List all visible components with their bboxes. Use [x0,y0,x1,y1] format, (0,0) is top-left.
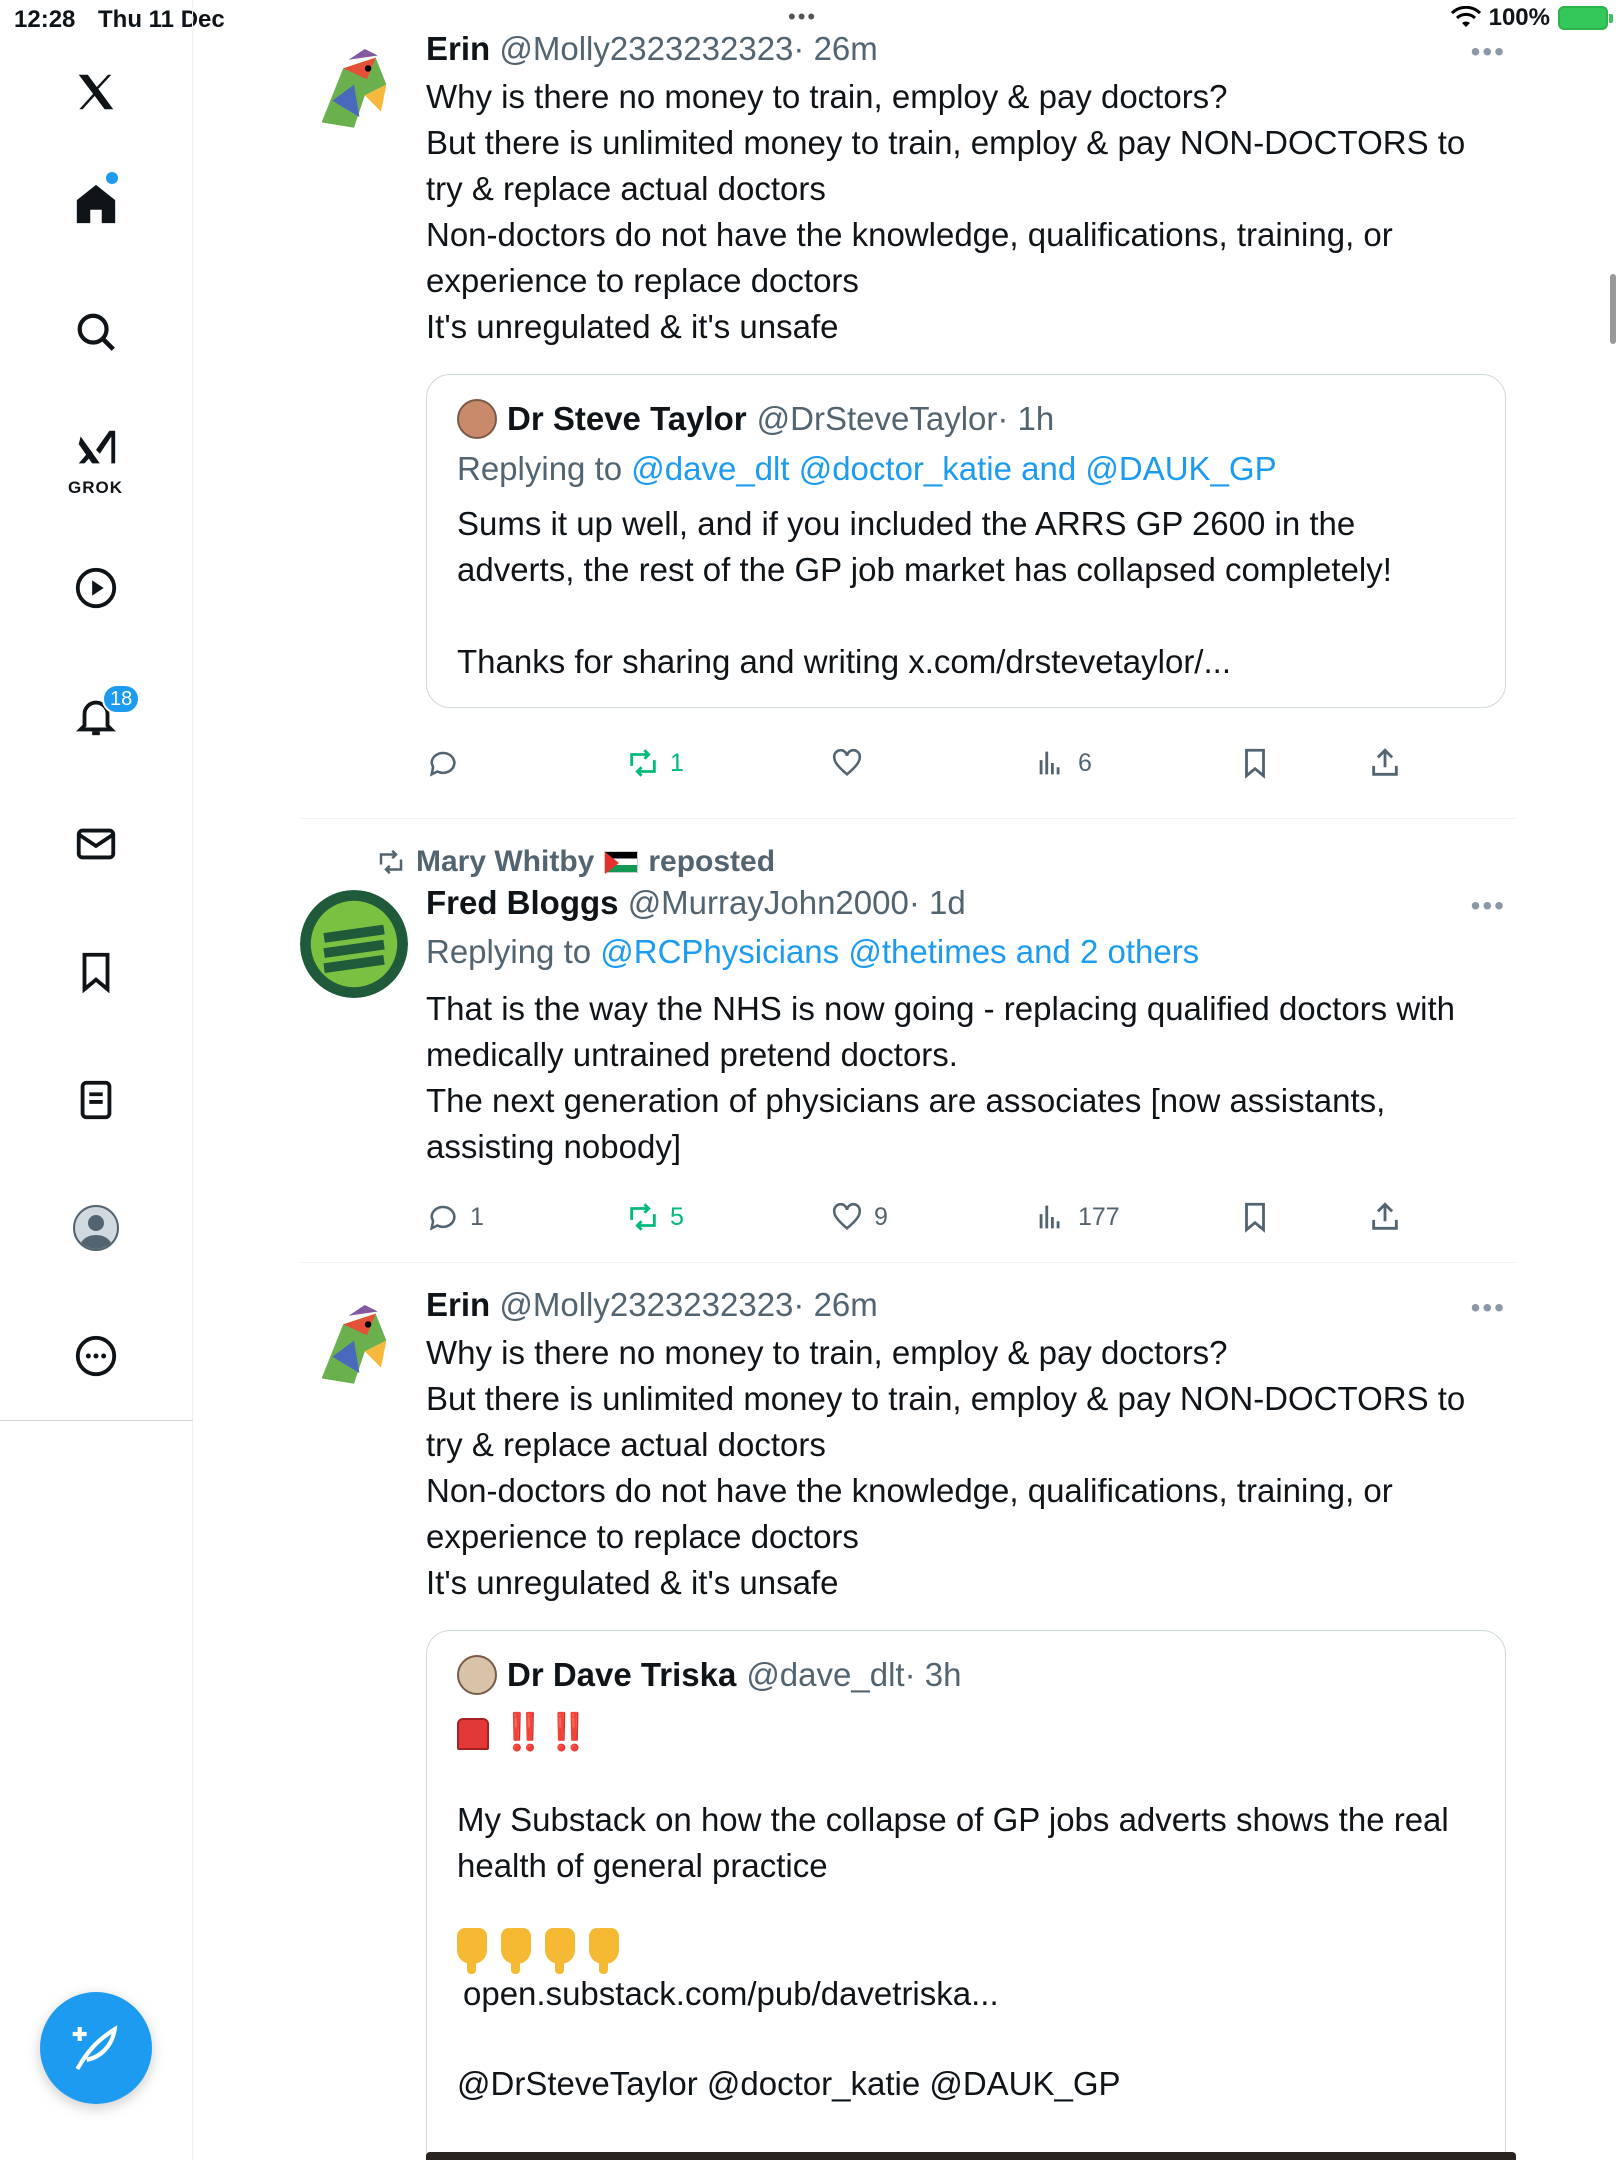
messages-icon[interactable] [66,814,126,874]
sidebar-divider [0,1420,193,1421]
post-actions [426,1200,1426,1250]
quoted-author-avatar [457,1655,497,1695]
video-icon[interactable] [66,558,126,618]
notifications-badge: 18 [102,684,140,714]
sidebar [0,0,193,2160]
status-date: Thu 11 Dec [98,6,225,33]
quoted-post-text: My Substack on how the collapse of GP jobs adverts shows the real health of general practice [457,1801,1449,1884]
repost-icon [626,1200,660,1234]
reply-to [426,930,1506,974]
reposted-by-name: Mary Whitby [416,845,595,878]
quoted-mentions[interactable]: @DrSteveTaylor @doctor_katie @DAUK_GP [457,2065,1121,2102]
x-logo-icon[interactable] [66,62,126,122]
quoted-media-preview[interactable] [426,2152,1516,2160]
more-options-icon[interactable] [66,1326,126,1386]
views-button[interactable] [1034,1200,1120,1234]
quoted-post-header [457,1653,1475,1697]
quoted-post-time: · 1h [997,400,1055,437]
quoted-author-name: Dr Steve Taylor [507,400,747,437]
reply-users[interactable]: @dave_dlt @doctor_katie and @DAUK_GP [631,450,1277,487]
repost-small-icon [376,847,406,877]
quoted-post[interactable] [426,1630,1506,2160]
pointing-down-icon [589,1928,619,1964]
post-actions [426,746,1426,796]
views-count: 177 [1078,1202,1120,1231]
bookmark-button[interactable] [1238,1200,1272,1234]
post-time[interactable]: · 26m [793,30,878,67]
share-icon [1368,1200,1402,1234]
author-name[interactable]: Erin [426,1286,491,1323]
post-more-icon[interactable]: ••• [1470,36,1506,67]
post-header [426,1284,1506,1326]
bookmarks-icon[interactable] [66,942,126,1002]
articles-icon[interactable] [66,1070,126,1130]
post-header [426,28,1506,70]
double-exclamation: ‼️‼️ [501,1711,591,1752]
heart-icon [830,1200,864,1234]
quoted-reply-to [457,447,1475,491]
views-count: 6 [1078,748,1092,777]
author-name[interactable]: Fred Bloggs [426,884,619,921]
views-icon [1034,746,1068,780]
compose-post-button[interactable] [40,1992,152,2104]
reply-count: 1 [470,1202,484,1231]
pointing-down-icon [501,1928,531,1964]
pointing-down-icon [457,1928,487,1964]
reply-icon [426,1200,460,1234]
share-button[interactable] [1368,746,1402,780]
grok-label: GROK [68,478,123,497]
post-text: Why is there no money to train, employ & pay doctors? But there is unlimited money to train, employ & pay NON-DOCTORS to try & replace actual doctors Non-doctors do not have the knowledge, qualifications, training, or experience to replace doctors It's unregulated & it's unsafe [426,78,1466,345]
quoted-author-name: Dr Dave Triska [507,1656,737,1693]
author-handle[interactable]: @Molly2323232323 [499,30,794,67]
author-handle[interactable]: @MurrayJohn2000 [627,884,909,921]
share-icon [1368,746,1402,780]
quoted-post[interactable] [426,374,1506,708]
repost-icon [626,746,660,780]
compose-feather-icon [68,2020,124,2076]
share-button[interactable] [1368,1200,1402,1234]
reply-users[interactable]: @RCPhysicians @thetimes and 2 others [600,933,1200,970]
quoted-author-handle: @dave_dlt [746,1656,905,1693]
grok-icon[interactable] [66,418,126,478]
author-avatar[interactable] [300,890,408,998]
profile-nav-item[interactable] [66,1198,126,1258]
battery-icon [1558,6,1608,30]
profile-avatar-icon [73,1205,119,1251]
home-unread-dot [106,172,118,184]
post-more-icon[interactable]: ••• [1470,1292,1506,1323]
search-icon[interactable] [66,302,126,362]
author-avatar[interactable] [300,1292,408,1400]
reply-prefix: Replying to [426,933,601,970]
author-handle[interactable]: @Molly2323232323 [499,1286,794,1323]
quoted-post-header [457,397,1475,441]
quoted-author-handle: @DrSteveTaylor [756,400,998,437]
bookmark-icon [1238,1200,1272,1234]
reply-icon [426,746,460,780]
reposted-label: reposted [648,845,776,878]
post-more-icon[interactable]: ••• [1470,890,1506,921]
repost-count: 1 [670,748,684,777]
reposted-by[interactable] [376,845,775,879]
author-avatar[interactable] [300,36,408,144]
post-text: Why is there no money to train, employ & pay doctors? But there is unlimited money to train, employ & pay NON-DOCTORS to try & replace actual doctors Non-doctors do not have the knowledge, qualifications, training, or experience to replace doctors It's unregulated & it's unsafe [426,1334,1466,1601]
home-icon[interactable] [66,174,126,234]
repost-button[interactable] [626,746,684,780]
reply-prefix: Replying to [457,450,632,487]
post-header [426,882,1506,924]
views-button[interactable] [1034,746,1092,780]
pointing-down-emojis [457,1917,1475,1971]
multitask-dots-icon[interactable]: ••• [788,4,818,29]
quoted-author-avatar [457,399,497,439]
repost-button[interactable] [626,1200,684,1234]
author-name[interactable]: Erin [426,30,491,67]
timeline [300,0,1516,2160]
post-time[interactable]: · 1d [908,884,966,921]
views-icon [1034,1200,1068,1234]
quoted-post-time: · 3h [904,1656,962,1693]
quoted-post-text: Sums it up well, and if you included the ARRS GP 2600 in the adverts, the rest of the GP job market has collapsed completely! Thanks for sharing and writing x.com/drstevetaylor/... [457,505,1392,680]
like-count: 9 [874,1202,888,1231]
pointing-down-icon [545,1928,575,1964]
like-button[interactable] [830,1200,888,1234]
repost-count: 5 [670,1202,684,1231]
post-time[interactable]: · 26m [793,1286,878,1323]
bookmark-icon [1238,746,1272,780]
post-divider [300,1262,1516,1263]
siren-icon [457,1718,489,1750]
bookmark-button[interactable] [1238,746,1272,780]
scroll-indicator[interactable] [1610,274,1616,344]
reply-button[interactable] [426,1200,484,1234]
reply-button[interactable] [426,746,460,780]
palestine-flag-icon [604,851,638,873]
like-button[interactable] [830,746,864,780]
heart-icon [830,746,864,780]
post-text: That is the way the NHS is now going - replacing qualified doctors with medically untrained pretend doctors. The next generation of physicians are associates [now assistants, assisting nobody] [426,990,1456,1165]
quoted-link[interactable]: open.substack.com/pub/davetriska... [463,1975,999,2012]
battery-percent: 100% [1488,4,1550,31]
emoji-line [457,1705,1475,1759]
status-time: 12:28 [14,6,76,33]
post-divider [300,818,1516,819]
